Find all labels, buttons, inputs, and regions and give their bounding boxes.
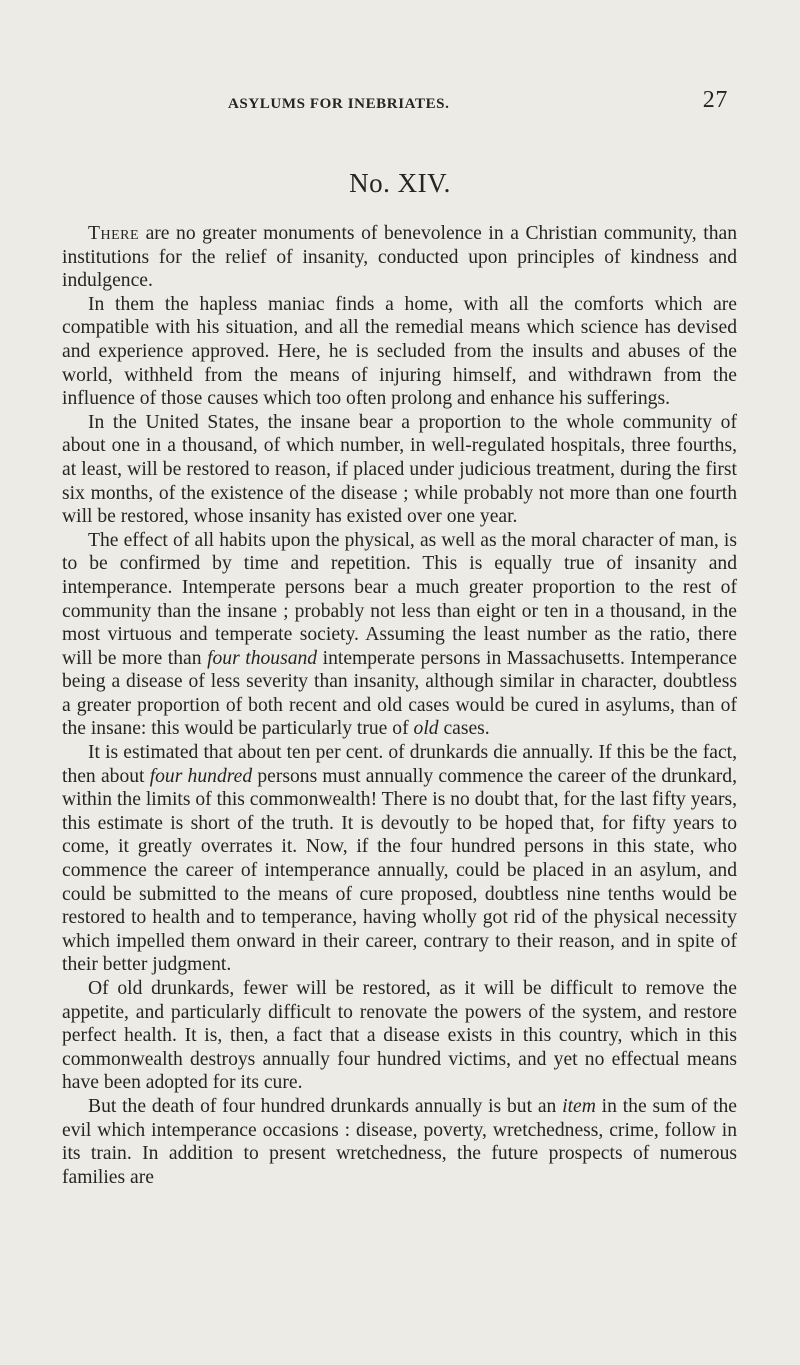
running-title: ASYLUMS FOR INEBRIATES. [228, 96, 450, 112]
body-text [62, 222, 737, 1189]
lead-word: There [88, 223, 140, 244]
paragraph-1 [62, 222, 737, 293]
paragraph-2: In them the hapless maniac finds a home, with all the comforts which are compatible with his situation, and all the remedial means which science has devised and experience approved. Here, he is secluded from the insults and abuses of the world, withheld from the means of injuring himself, and withdrawn from the influence of those causes which too often prolong and enhance his sufferings. [62, 293, 737, 410]
emphasis-four-thousand: four thousand [207, 647, 318, 669]
paragraph-7 [62, 1095, 737, 1189]
paragraph-5-part-a: It is estimated that about ten per cent. of drunkards die annually. If this be the fact, then about [62, 742, 737, 787]
paragraph-4-part-c: cases. [438, 718, 490, 740]
emphasis-old: old [413, 718, 439, 740]
paragraph-5 [62, 741, 737, 977]
section-heading: No. XIV. [349, 168, 451, 198]
paragraph-3: In the United States, the insane bear a proportion to the whole community of about one in a thousand, of which number, in well-regulated hospitals, three fourths, at least, will be restored to reason, if placed under judicious treatment, during the first six months, of the existence of the disease ; while probably not more than one fourth will be restored, whose insanity has existed over one year. [62, 411, 737, 528]
paragraph-4 [62, 529, 737, 741]
paragraph-6: Of old drunkards, fewer will be restored, as it will be difficult to remove the appetite, and particularly difficult to renovate the powers of the system, and restore perfect health. It is, then, a fact that a disease exists in this country, which in this commonwealth destroys annually four hundred victims, and yet no effectual means have been adopted for its cure. [62, 978, 737, 1094]
emphasis-four-hundred: four hundred [149, 765, 253, 787]
paragraph-4-part-a: The effect of all habits upon the physical, as well as the moral character of man, is to be confirmed by time and repetition. This is equally true of insanity and intemperance. Intemperate persons bear a much greater proportion to the rest of community than the insane ; probably not less than eight or ten in a thousand, in the most virtuous and temperate society. Assuming the least number as the ratio, there will be more than [62, 529, 737, 669]
page-number: 27 [702, 87, 728, 113]
emphasis-item: item [562, 1095, 596, 1117]
paragraph-4-part-b: intemperate persons in Massachusetts. Intemperance being a disease of less severity than insanity, although similar in character, doubtless a greater proportion of both recent and old cases would be cured in asylums, than of the insane: this would be particularly true of [62, 647, 737, 740]
paragraph-7-part-b: in the sum of the evil which intemperance occasions : disease, poverty, wretchedness, crime, follow in its train. In addition to present wretchedness, the future prospects of numerous families are [62, 1095, 738, 1188]
paragraph-7-part-a: But the death of four hundred drunkards annually is but an [88, 1095, 563, 1117]
paragraph-5-part-b: persons must annually commence the career of the drunkard, within the limits of this commonwealth! There is no doubt that, for the last fifty years, this estimate is short of the truth. It is devoutly to be hoped that, for fifty years to come, it greatly overrates it. Now, if the four hundred persons in this state, who commence the career of intemperance annually, could be placed in an asylum, and could be submitted to the means of cure proposed, doubtless nine tenths would be restored to health and to temperance, having wholly got rid of the physical necessity which impelled them onward in their career, contrary to their reason, and in spite of their better judgment. [62, 765, 737, 976]
running-head [228, 87, 728, 122]
paragraph-1-text: are no greater monuments of benevolence in a Christian community, than institutions for the relief of insanity, conducted upon principles of kindness and indulgence. [62, 223, 737, 292]
